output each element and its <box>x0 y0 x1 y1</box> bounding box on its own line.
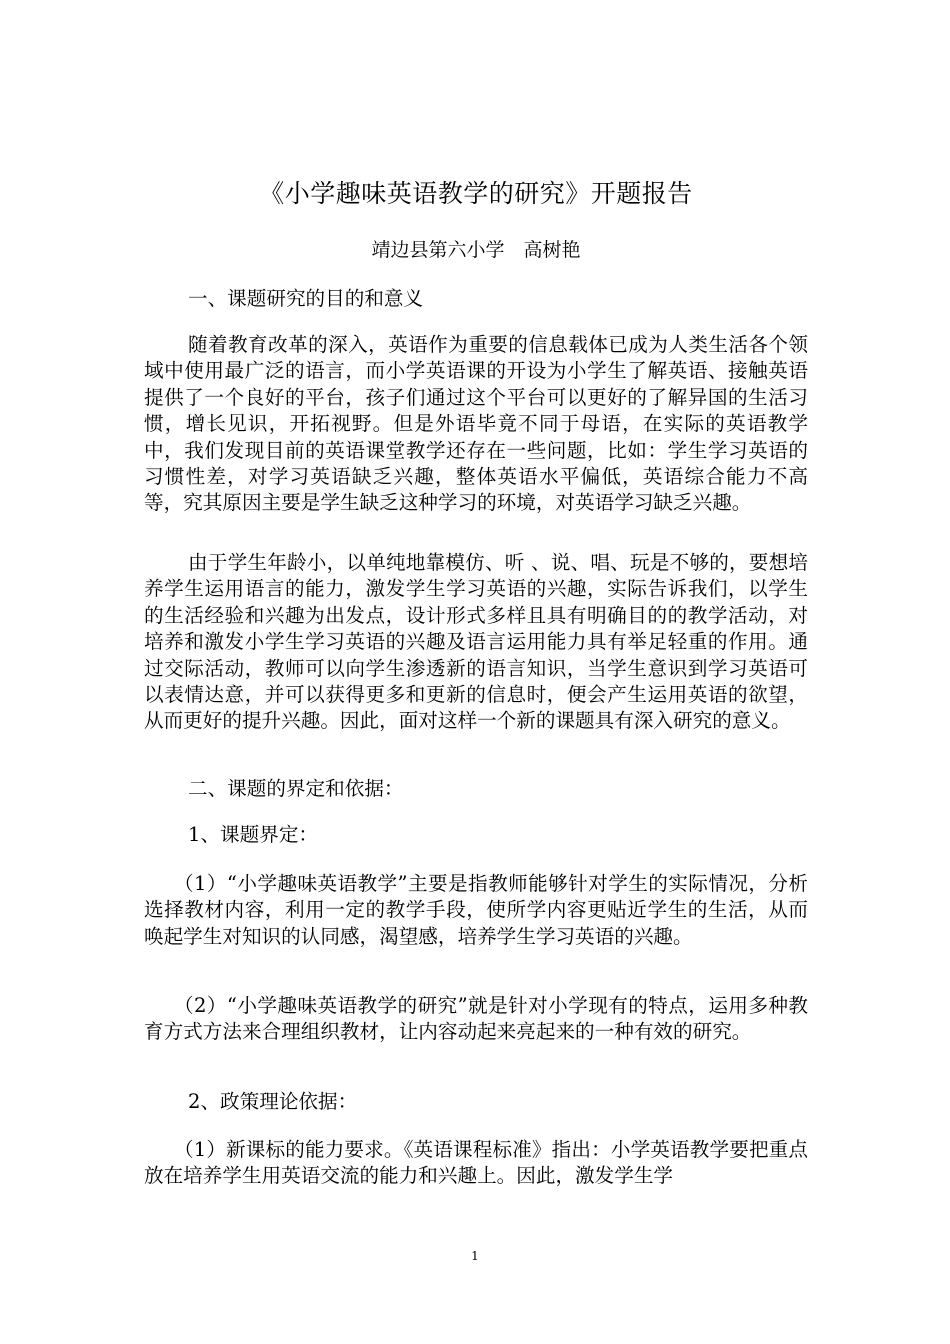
paragraph-definition-2: （2）“小学趣味英语教学的研究”就是针对小学现有的特点，运用多种教育方式方法来合理组织教材，让内容动起来亮起来的一种有效的研究。 <box>144 994 808 1044</box>
section-2-heading: 二、课题的界定和依据： <box>188 777 404 800</box>
document-author: 靖边县第六小学 高树艳 <box>371 239 581 261</box>
page-number: 1 <box>471 1249 479 1263</box>
paragraph-purpose-1: 随着教育改革的深入，英语作为重要的信息载体已成为人类生活各个领域中使用最广泛的语言，而小学英语课的开设为小学生了解英语、接触英语提供了一个良好的平台，孩子们通过这个平台可以更好的了解异国的生活习惯，增长见识，开拓视野。但是外语毕竟不同于母语，在实际的英语教学中，我们发现目前的英语课堂教学还存在一些问题，比如：学生学习英语的习惯性差，对学习英语缺乏兴趣，整体英语水平偏低，英语综合能力不高等，究其原因主要是学生缺乏这种学习的环境，对英语学习缺乏兴趣。 <box>144 333 808 515</box>
document-title: 《小学趣味英语教学的研究》开题报告 <box>259 179 693 208</box>
paragraph-policy-1: （1）新课标的能力要求。《英语课程标准》指出：小学英语教学要把重点放在培养学生用英语交流的能力和兴趣上。因此，激发学生学 <box>144 1138 808 1188</box>
section-2-1-heading: 1、课题界定： <box>188 823 319 846</box>
section-2-2-heading: 2、政策理论依据： <box>188 1090 358 1113</box>
paragraph-definition-1: （1）“小学趣味英语教学”主要是指教师能够针对学生的实际情况，分析选择教材内容，利用一定的教学手段，使所学内容更贴近学生的生活，从而唤起学生对知识的认同感，渴望感，培养学生学习英语的兴趣。 <box>144 872 808 948</box>
section-1-heading: 一、课题研究的目的和意义 <box>188 287 424 310</box>
paragraph-purpose-2: 由于学生年龄小，以单纯地靠模仿、听 、说、唱、玩是不够的，要想培养学生运用语言的能力，激发学生学习英语的兴趣，实际告诉我们，以学生的生活经验和兴趣为出发点，设计形式多样且具有明确目的的教学活动，对培养和激发小学生学习英语的兴趣及语言运用能力具有举足轻重的作用。通过交际活动，教师可以向学生渗透新的语言知识，当学生意识到学习英语可以表情达意，并可以获得更多和更新的信息时，便会产生运用英语的欲望，从而更好的提升兴趣。因此，面对这样一个新的课题具有深入研究的意义。 <box>144 551 808 733</box>
